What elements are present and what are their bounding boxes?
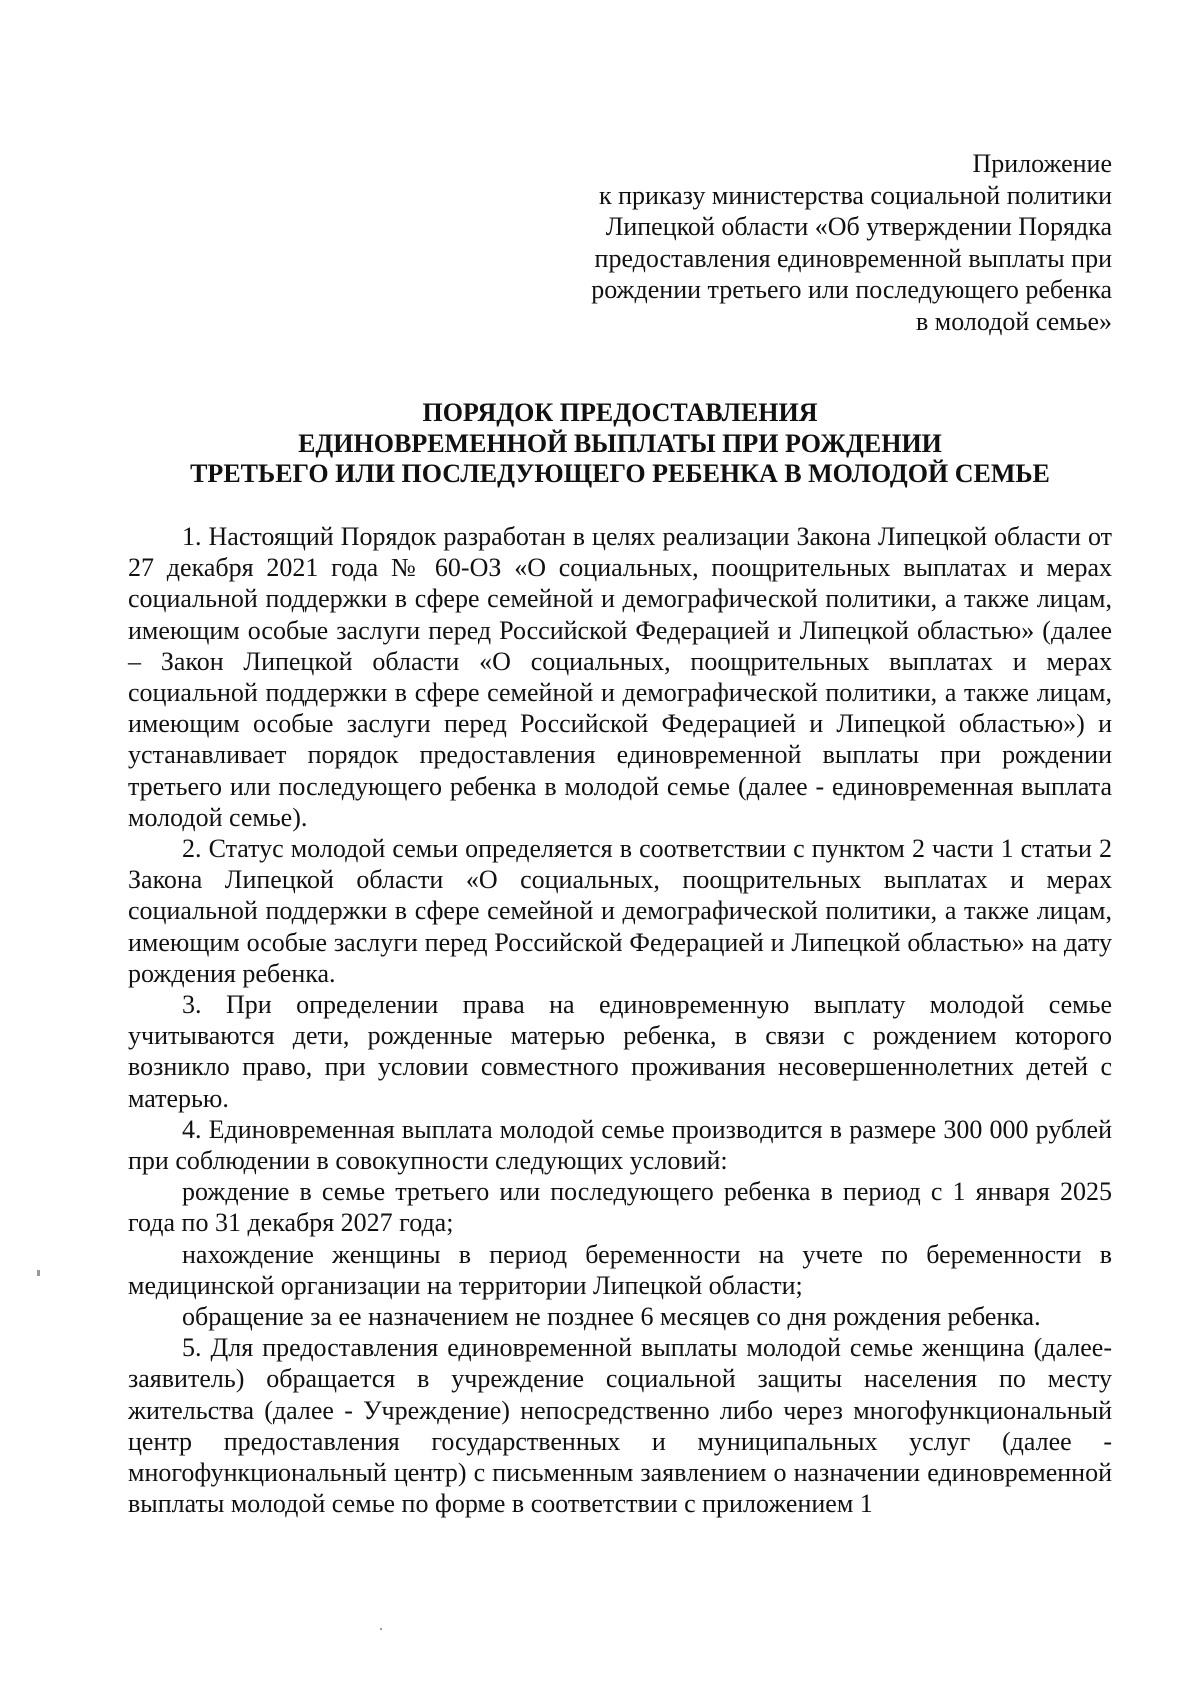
title-line: ТРЕТЬЕГО ИЛИ ПОСЛЕДУЮЩЕГО РЕБЕНКА В МОЛОДОЙ СЕМЬЕ — [190, 459, 1050, 488]
appendix-line: предоставления единовременной выплаты при — [594, 243, 1112, 273]
paragraph-4-condition-1: рождение в семье третьего или последующего ребенка в период с 1 января 2025 года по 31 декабря 2027 года; — [128, 1177, 1112, 1238]
title-line: ЕДИНОВРЕМЕННОЙ ВЫПЛАТЫ ПРИ РОЖДЕНИИ — [298, 428, 942, 458]
title-line: ПОРЯДОК ПРЕДОСТАВЛЕНИЯ — [422, 398, 818, 427]
paragraph-5: 5. Для предоставления единовременной выплаты молодой семье женщина (далее- заявитель) обращается в учреждение социальной защиты населения по месту жительства (далее - Учреждение) непосредственно либо через многофункциональный центр предоставления государственных и муниципальных услуг (далее - многофункциональный центр) с письменным заявлением о назначении единовременной выплаты молодой семье по форме в соответствии с приложением 1 — [128, 1333, 1112, 1519]
paragraph-4-condition-2: нахождение женщины в период беременности на учете по беременности в медицинской организации на территории Липецкой области; — [128, 1239, 1112, 1300]
paragraph-4-condition-3: обращение за ее назначением не позднее 6 месяцев со дня рождения ребенка. — [182, 1302, 1041, 1332]
paragraph-2: 2. Статус молодой семьи определяется в соответствии с пунктом 2 части 1 статьи 2 Закона Липецкой области «О социальных, поощрительных выплатах и мерах социальной поддержки в сфере семейной и демографической политики, а также лицам, имеющим особые заслуги перед Российской Федерацией и Липецкой областью» на дату рождения ребенка. — [128, 834, 1112, 988]
paragraph-3: 3. При определении права на единовременную выплату молодой семье учитываются дети, рожденные матерью ребенка, в связи с рождением которого возникло право, при условии совместного проживания несовершеннолетних детей с матерью. — [128, 990, 1112, 1113]
appendix-line: Приложение — [972, 149, 1112, 178]
appendix-line: рождении третьего или последующего ребенка — [591, 275, 1112, 304]
document-title — [125, 398, 1115, 490]
appendix-line: в молодой семье» — [915, 306, 1112, 336]
appendix-header — [591, 148, 1112, 337]
document-body — [128, 521, 1112, 1520]
scan-artifact — [37, 1270, 40, 1276]
scan-artifact — [380, 1628, 382, 1630]
appendix-line: Липецкой области «Об утверждении Порядка — [605, 212, 1112, 241]
paragraph-4: 4. Единовременная выплата молодой семье производится в размере 300 000 рублей при соблюдении в совокупности следующих условий: — [128, 1114, 1112, 1176]
appendix-line: к приказу министерства социальной политики — [598, 180, 1112, 210]
paragraph-1: 1. Настоящий Порядок разработан в целях реализации Закона Липецкой области от 27 декабря 2021 года № 60-ОЗ «О социальных, поощрительных выплатах и мерах социальной поддержки в сфере семейной и демографической политики, а также лицам, имеющим особые заслуги перед Российской Федерацией и Липецкой областью» (далее – Закон Липецкой области «О социальных, поощрительных выплатах и мерах социальной поддержки в сфере семейной и демографической политики, а также лицам, имеющим особые заслуги перед Российской Федерацией и Липецкой областью») и устанавливает порядок предоставления единовременной выплаты при рождении третьего или последующего ребенка в молодой семье (далее - единовременная выплата молодой семье). — [128, 522, 1112, 832]
